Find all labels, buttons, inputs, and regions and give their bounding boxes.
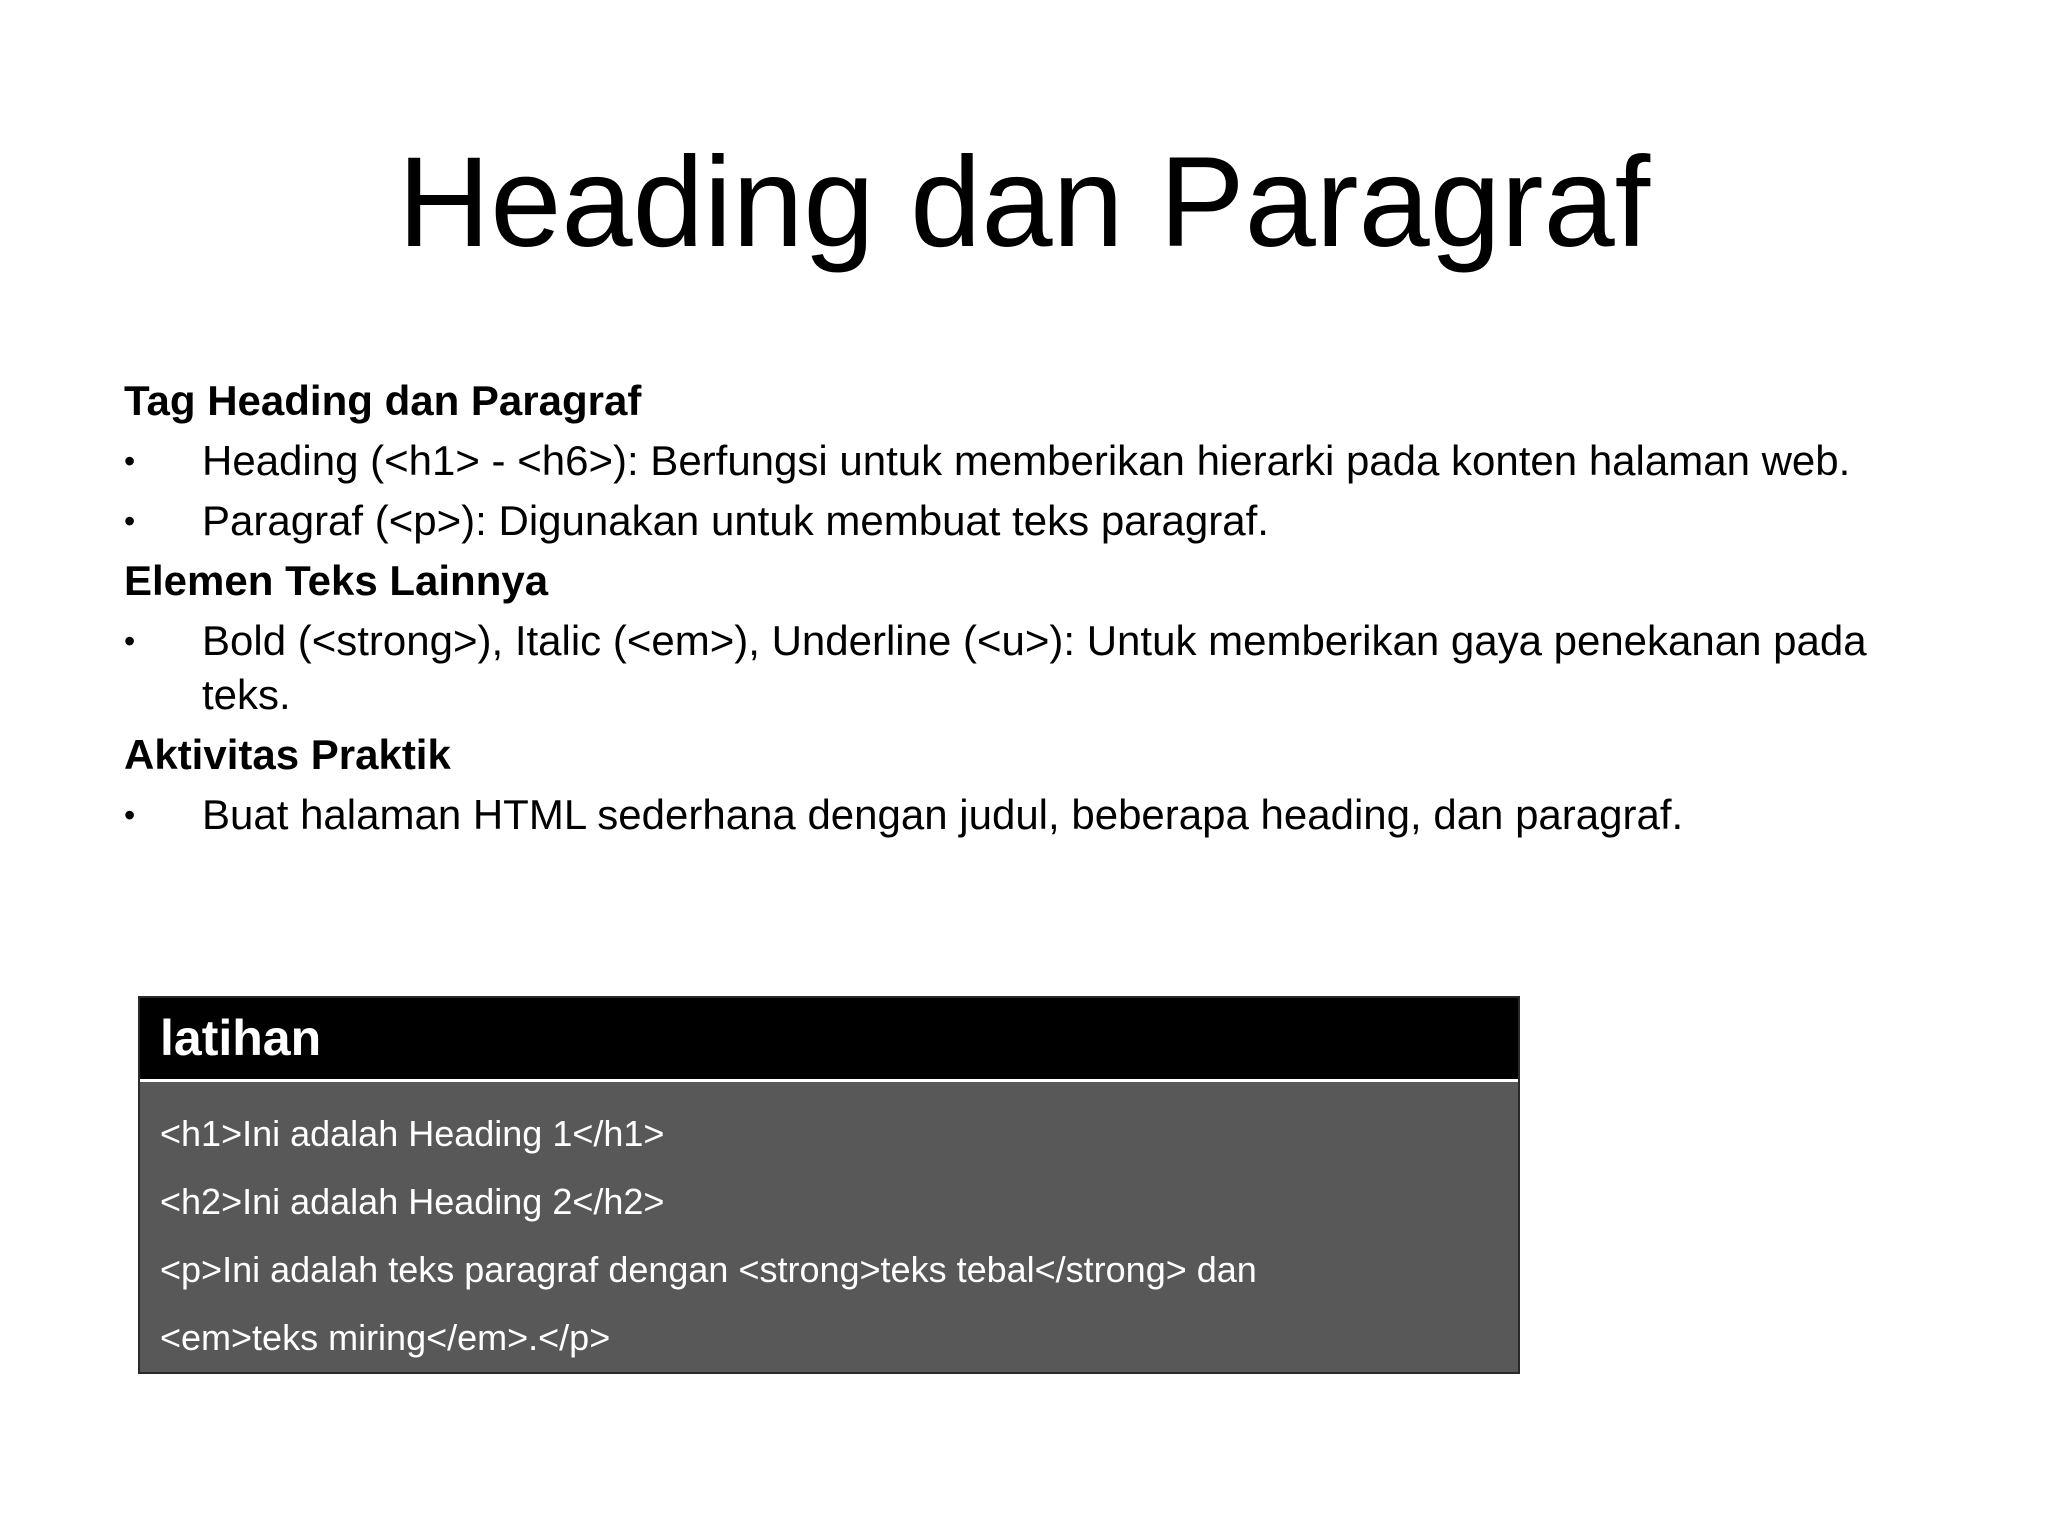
section-elemen-teks — [124, 554, 1944, 722]
section-aktivitas-praktik — [124, 728, 1944, 842]
code-line: <h1>Ini adalah Heading 1</h1> — [160, 1113, 665, 1154]
bullet-text: Paragraf (<p>): Digunakan untuk membuat teks paragraf. — [202, 497, 1269, 544]
exercise-code-box — [138, 996, 1520, 1374]
section-heading: Elemen Teks Lainnya — [124, 557, 549, 604]
section-heading: Aktivitas Praktik — [124, 731, 451, 778]
exercise-header: latihan — [140, 998, 1518, 1082]
code-line: <em>teks miring</em>.</p> — [160, 1317, 611, 1358]
bullet-text: Bold (<strong>), Italic (<em>), Underline (<u>): Untuk memberikan gaya penekanan pada teks. — [202, 617, 1867, 718]
code-line: <h2>Ini adalah Heading 2</h2> — [160, 1181, 665, 1222]
section-tag-heading — [124, 374, 1944, 548]
bullet-item — [124, 494, 1944, 548]
bullet-text: Heading (<h1> - <h6>): Berfungsi untuk memberikan hierarki pada konten halaman web. — [202, 437, 1851, 484]
slide-title: Heading dan Paragraf — [397, 131, 1651, 274]
exercise-code-body — [140, 1082, 1518, 1372]
bullet-icon: • — [124, 503, 136, 539]
bullet-icon: • — [124, 797, 136, 833]
code-line: <p>Ini adalah teks paragraf dengan <strong>teks tebal</strong> dan — [160, 1249, 1257, 1290]
section-heading: Tag Heading dan Paragraf — [124, 377, 642, 424]
bullet-list — [124, 614, 1944, 722]
bullet-icon: • — [124, 443, 136, 479]
bullet-list — [124, 434, 1944, 548]
bullet-list — [124, 788, 1944, 842]
slide-content — [124, 374, 1944, 848]
bullet-icon: • — [124, 623, 136, 659]
bullet-item — [124, 614, 1944, 722]
bullet-text: Buat halaman HTML sederhana dengan judul, beberapa heading, dan paragraf. — [202, 791, 1684, 838]
bullet-item — [124, 788, 1944, 842]
bullet-item — [124, 434, 1944, 488]
